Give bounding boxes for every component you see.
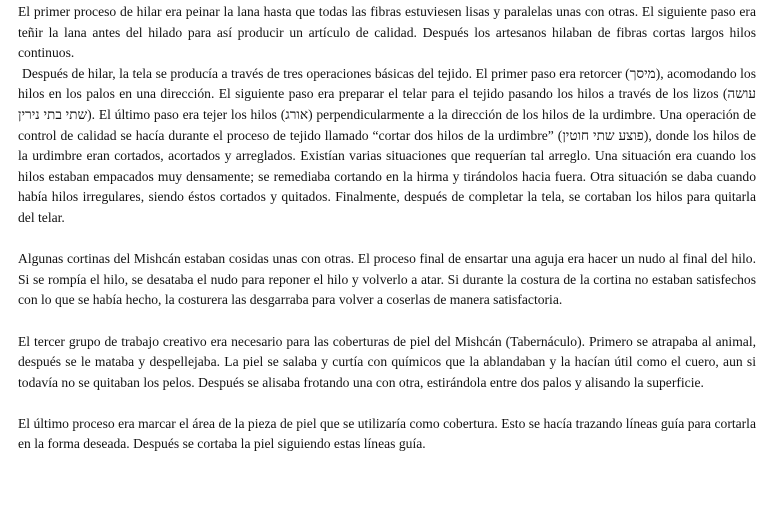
paragraph-marking: El último proceso era marcar el área de la pieza de piel que se utilizaría como cobertura. Esto se hacía trazando líneas guía para cortarla en la forma deseada. Después se cortaba la piel siguiendo estas líneas guía. — [18, 415, 756, 452]
paragraph-weaving — [18, 64, 756, 229]
weaving-text-1: Después de hilar, la tela se producía a través de tres operaciones básicas del tejido. El primer paso era retorcer ( — [22, 65, 630, 81]
hebrew-term-potzea-shtei-chutin: פוצע שתי חוטין — [562, 127, 644, 143]
paragraph-sewing: Algunas cortinas del Mishcán estaban cosidas unas con otras. El proceso final de ensartar una aguja era hacer un nudo al final del hilo. Si se rompía el hilo, se desataba el nudo para reponer el hilo y volverlo a atar. Si durante la costura de la cortina no estaban satisfechos con lo que se había hecho, la costurera las desgarraba para volver a coserlas de manera satisfactoria. — [18, 251, 756, 308]
weaving-text-3: ). El último paso era tejer los hilos ( — [87, 106, 286, 122]
document-body — [18, 2, 756, 455]
weaving-text-4: ) perpendicularmente a la dirección de los hilos de la urdimbre. Una operación de control de calidad se hacía durante el proceso de tejido llamado “cortar dos hilos de la urdimbre” ( — [18, 106, 757, 143]
hebrew-term-oreg: אורג — [285, 106, 309, 122]
paragraph-spacer — [18, 311, 756, 332]
paragraph-spacer — [18, 229, 756, 250]
paragraph-spinning: El primer proceso de hilar era peinar la lana hasta que todas las fibras estuviesen lisas y paralelas unas con otras. El siguiente paso era teñir la lana antes del hilado para así producir un artículo de calidad. Después los artesanos hilaban de fibras cortas largos hilos continuos. — [18, 4, 756, 61]
hebrew-term-misech: מיסך — [629, 65, 656, 81]
weaving-text-2: ), acomodando los hilos en los palos en una dirección. El siguiente paso era preparar el telar para el tejido pasando los hilos a través de los lizos ( — [18, 65, 756, 102]
paragraph-spacer — [18, 393, 756, 414]
weaving-text-5: ), donde los hilos de la urdimbre eran cortados, acortados y arreglados. Existían varias situaciones que requerían tal arreglo. Una situación era cuando los hilos estaban empacados muy densamente; se remediaba cortando en la hirma y tirándolos hacia fuera. Otra situación se daba cuando había hilos irregulares, siendo éstos cortados y quitados. Finalmente, después de completar la tela, se cortaban los hilos para quitarla del telar. — [18, 127, 757, 225]
hebrew-term-oseh-shtei-batei-nirin: עושה שתי בתי נירין — [18, 86, 756, 122]
paragraph-hides: El tercer grupo de trabajo creativo era necesario para las coberturas de piel del Mishcán (Tabernáculo). Primero se atrapaba al animal, después se le mataba y despellejaba. La piel se salaba y curtía con químicos que la ablandaban y la hacían útil como el cuero, aun si todavía no se quitaban los pelos. Después se alisaba frotando una con otra, estirándola entre dos palos y alisando la superficie. — [18, 333, 756, 390]
